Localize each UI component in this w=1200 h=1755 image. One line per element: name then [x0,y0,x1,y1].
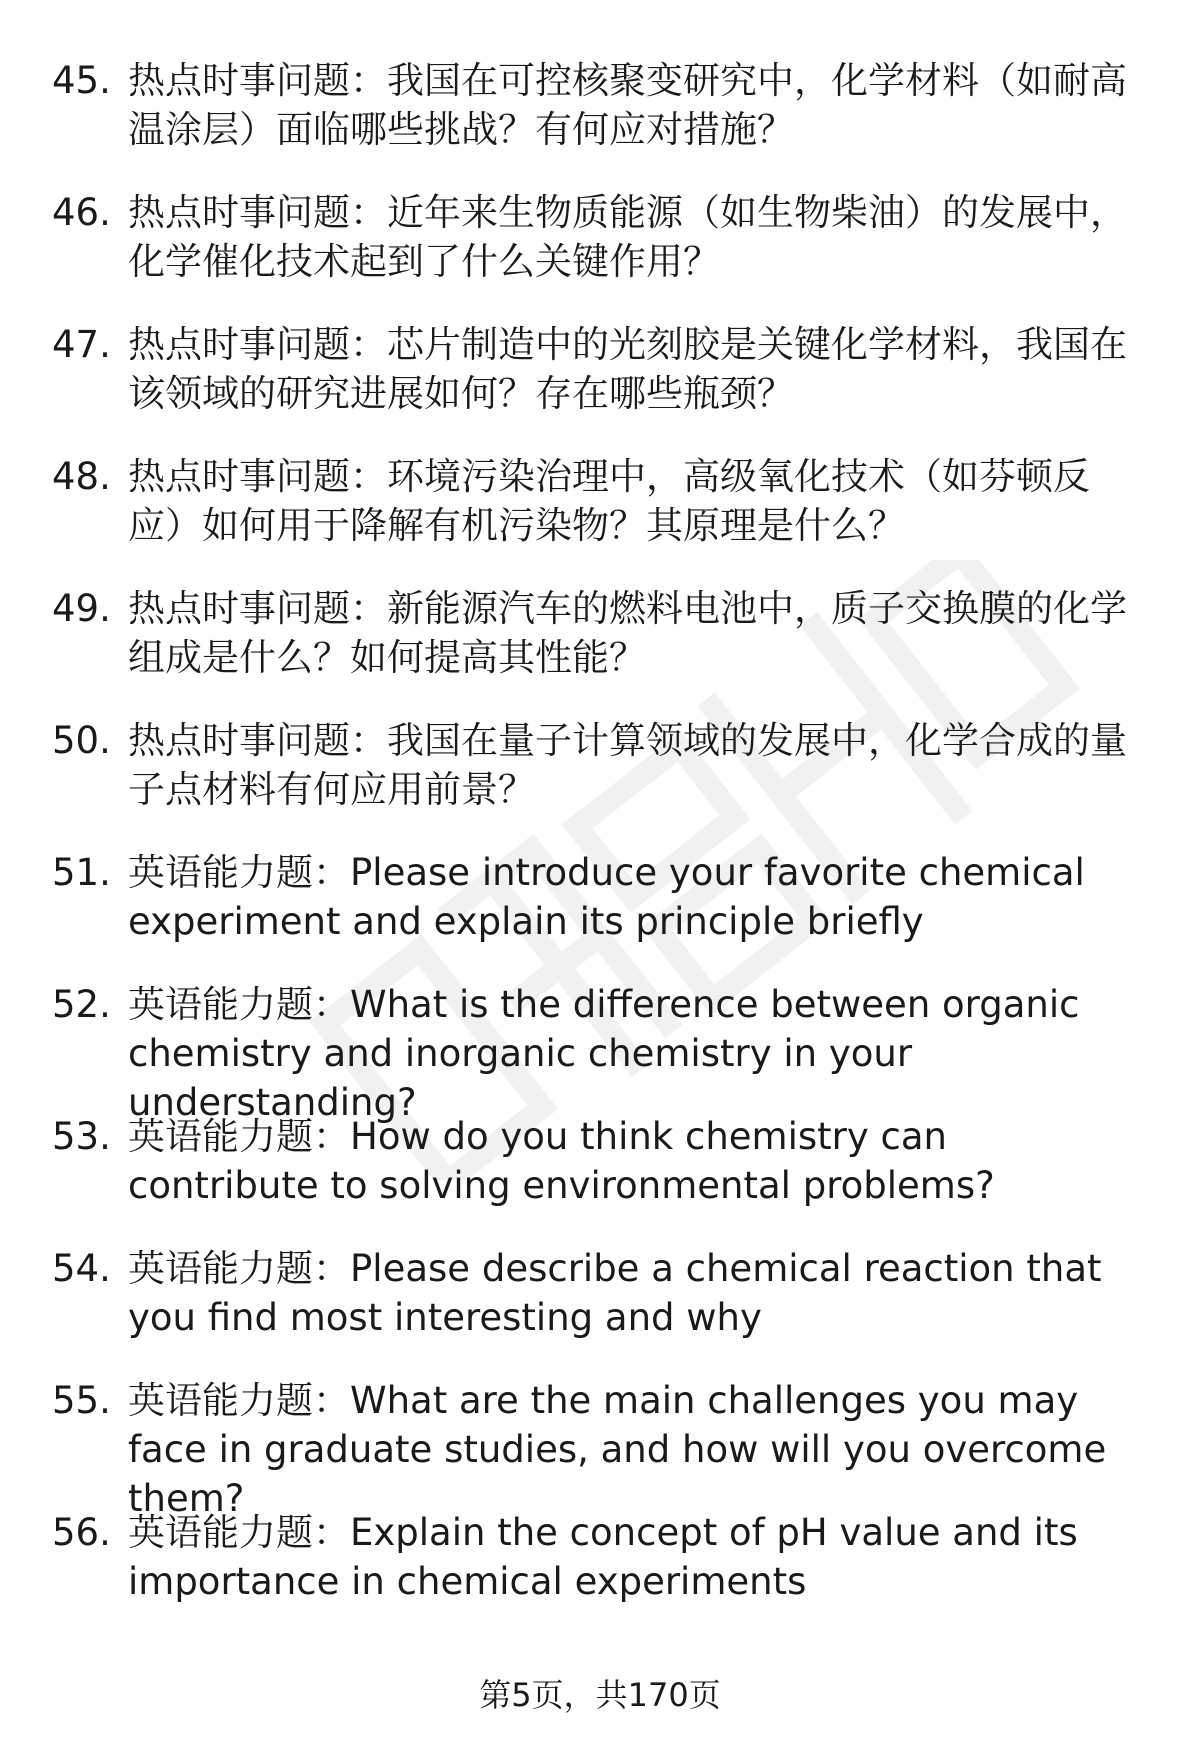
question-number: 51. [52,851,111,894]
question-text: 热点时事问题：新能源汽车的燃料电池中，质子交换膜的化学组成是什么？如何提高其性能？ [128,587,1127,679]
question-item [52,848,1142,980]
question-number: 46. [52,191,111,234]
question-number: 52. [52,983,111,1026]
question-item [52,320,1142,452]
question-number: 54. [52,1247,111,1290]
question-text: 热点时事问题：环境污染治理中，高级氧化技术（如芬顿反应）如何用于降解有机污染物？其原理是什么？ [128,455,1090,547]
question-text: 英语能力题：Please introduce your favorite chemical experiment and explain its principle briefly [128,851,1085,943]
question-list [52,56,1142,1640]
question-text: 英语能力题：Please describe a chemical reaction that you find most interesting and why [128,1247,1102,1339]
question-number: 47. [52,323,111,366]
question-number: 56. [52,1511,111,1554]
question-text: 英语能力题：What is the difference between organic chemistry and inorganic chemistry in your understanding? [128,983,1080,1124]
question-text: 热点时事问题：近年来生物质能源（如生物柴油）的发展中，化学催化技术起到了什么关键作用？ [128,191,1127,283]
question-text: 热点时事问题：芯片制造中的光刻胶是关键化学材料，我国在该领域的研究进展如何？存在哪些瓶颈？ [128,323,1127,415]
question-number: 48. [52,455,111,498]
question-number: 45. [52,59,111,102]
question-item [52,1112,1142,1244]
question-text: 热点时事问题：我国在量子计算领域的发展中，化学合成的量子点材料有何应用前景？ [128,719,1127,811]
question-item [52,1244,1142,1376]
question-item [52,1508,1142,1640]
question-item [52,716,1142,848]
question-item [52,188,1142,320]
page-footer: 第5页，共170页 [479,1676,721,1714]
question-item [52,1376,1142,1520]
question-text: 热点时事问题：我国在可控核聚变研究中，化学材料（如耐高温涂层）面临哪些挑战？有何应对措施？ [128,59,1127,151]
question-number: 49. [52,587,111,630]
question-item [52,452,1142,584]
question-item [52,56,1142,188]
question-item [52,980,1142,1124]
question-number: 50. [52,719,111,762]
question-number: 55. [52,1379,111,1422]
question-text: 英语能力题：What are the main challenges you may face in graduate studies, and how will you overcome them? [128,1379,1107,1520]
question-number: 53. [52,1115,111,1158]
question-item [52,584,1142,716]
question-text: 英语能力题：How do you think chemistry can contribute to solving environmental problems? [128,1115,995,1207]
question-text: 英语能力题：Explain the concept of pH value and its importance in chemical experiments [128,1511,1078,1603]
